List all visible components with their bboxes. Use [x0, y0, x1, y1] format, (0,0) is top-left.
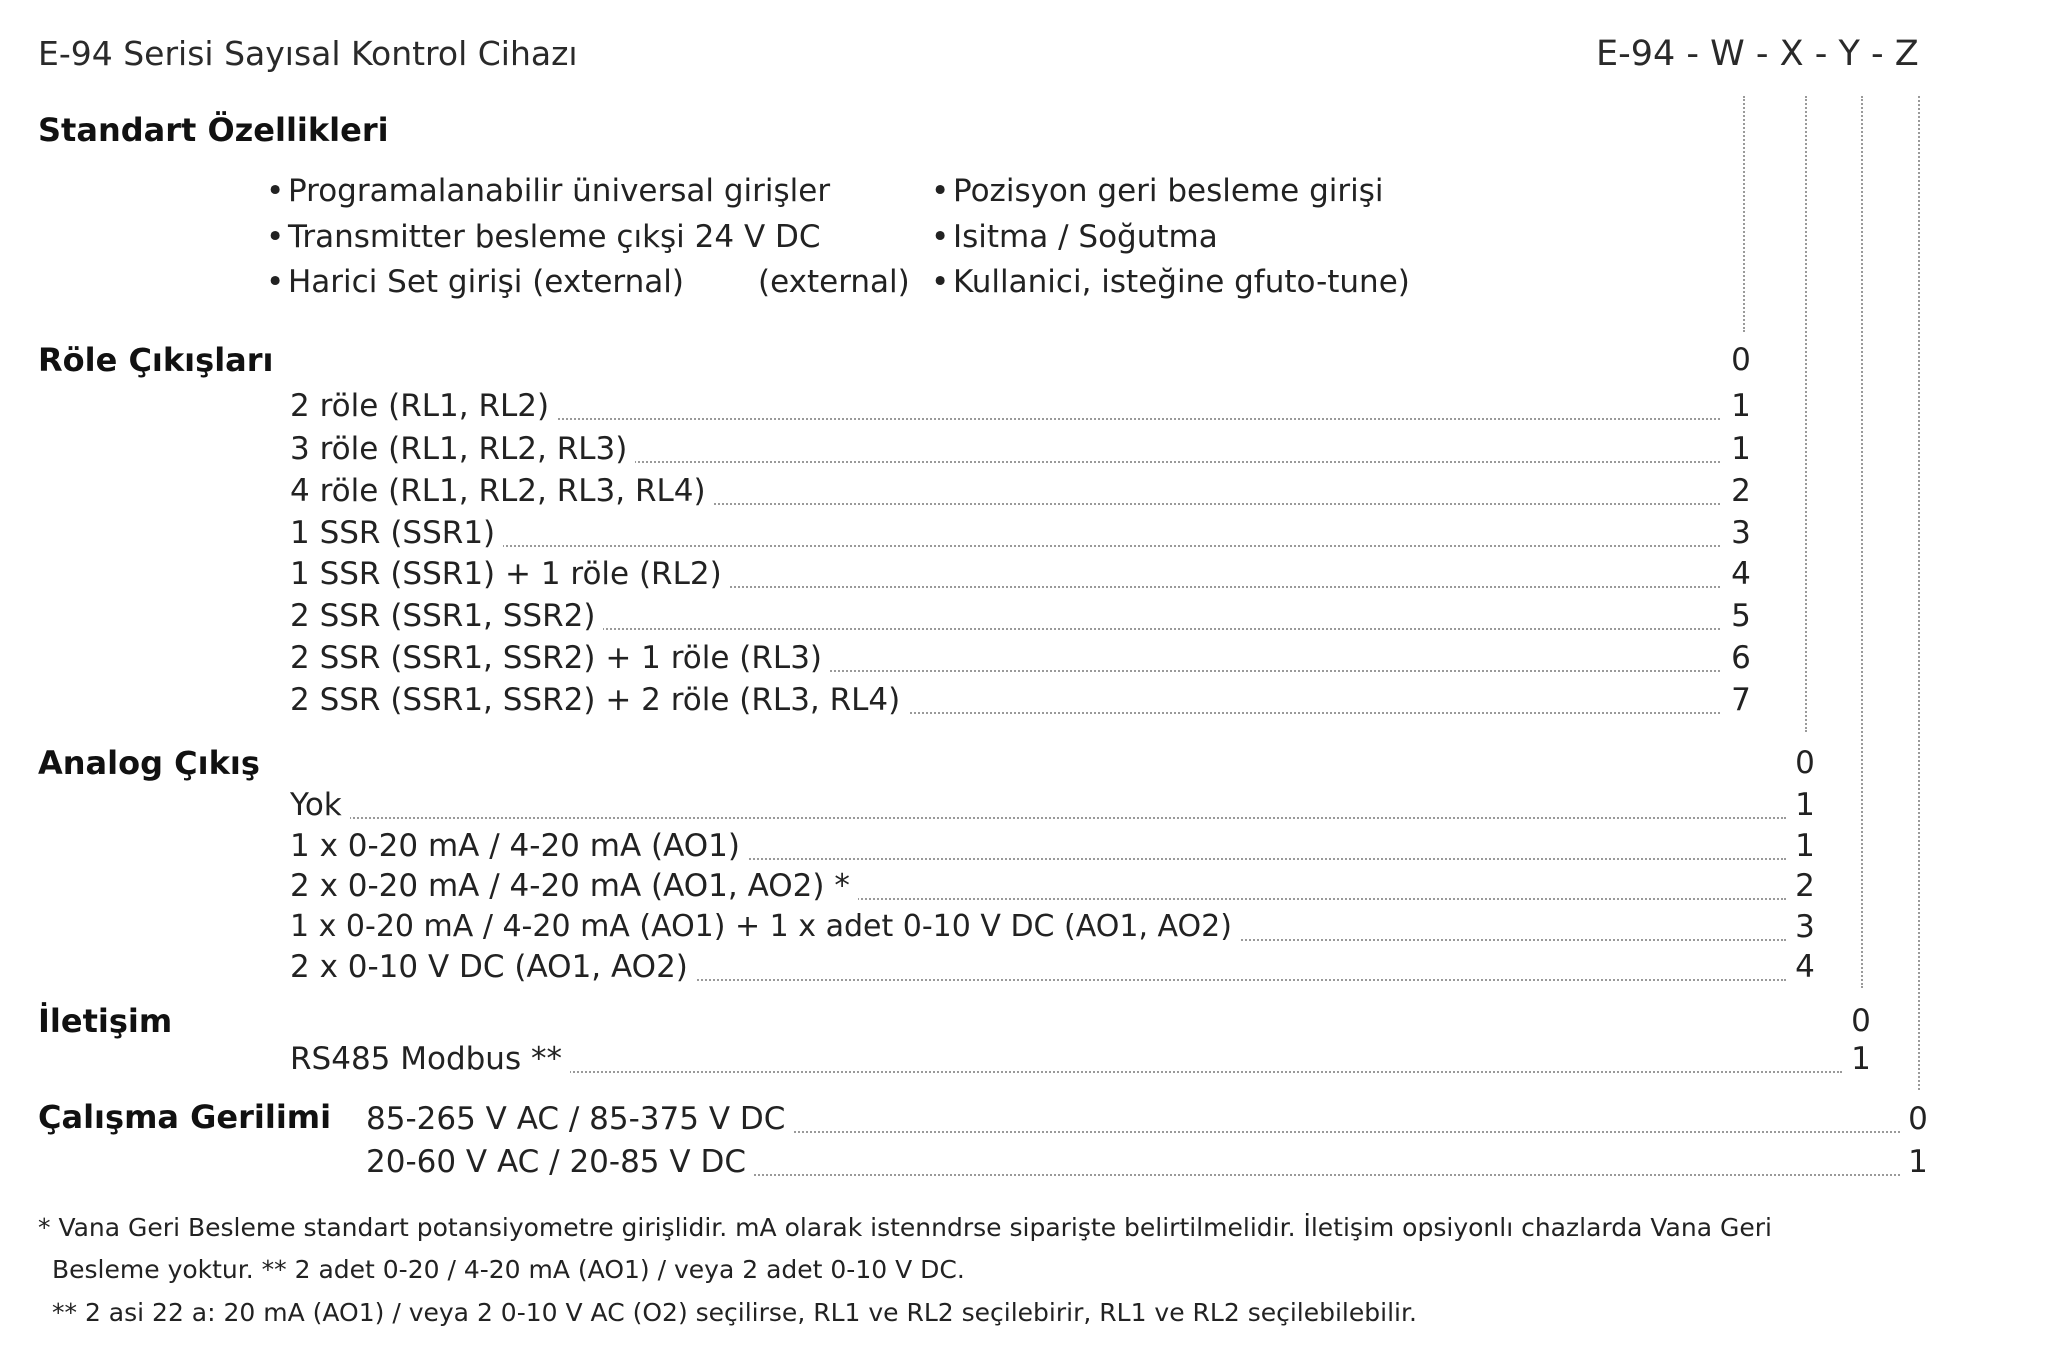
column-line-w	[1743, 96, 1745, 332]
option-label: 1 x 0-20 mA / 4-20 mA (AO1) + 1 x adet 0-10 V DC (AO1, AO2)	[290, 907, 1240, 947]
section-title-analog: Analog Çıkış	[38, 744, 260, 782]
option-code: 1	[1795, 787, 1815, 823]
feature-item: • Pozisyon geri besleme girişi	[931, 173, 1384, 209]
option-label: 4 röle (RL1, RL2, RL3, RL4)	[290, 471, 714, 511]
option-code: 1	[1795, 828, 1815, 864]
option-code: 1	[1908, 1144, 1928, 1180]
option-label: RS485 Modbus **	[290, 1039, 570, 1079]
option-label: 20-60 V AC / 20-85 V DC	[366, 1142, 754, 1182]
option-code: 6	[1731, 640, 1751, 676]
column-line-z	[1918, 96, 1920, 1090]
feature-item: • Kullanici, isteğine gfuto-tune)	[931, 264, 1410, 300]
section-title-power: Çalışma Gerilimi	[38, 1098, 332, 1136]
feature-item: • Isitma / Soğutma	[931, 219, 1218, 255]
option-code: 3	[1795, 909, 1815, 945]
footnote: Besleme yoktur. ** 2 adet 0-20 / 4-20 mA (AO1) / veya 2 adet 0-10 V DC.	[52, 1255, 965, 1284]
order-code-pattern: E-94 - W - X - Y - Z	[1596, 34, 1919, 74]
feature-item: • Harici Set girişi (external)	[266, 264, 684, 300]
option-label: Yok	[290, 785, 350, 825]
section-code-comm: 0	[1851, 1003, 1871, 1039]
option-code: 5	[1731, 598, 1751, 634]
option-code: 1	[1731, 388, 1751, 424]
column-line-x	[1805, 96, 1807, 732]
leader-line	[290, 545, 1720, 547]
option-label: 2 x 0-20 mA / 4-20 mA (AO1, AO2) *	[290, 866, 858, 906]
option-label: 3 röle (RL1, RL2, RL3)	[290, 429, 635, 469]
option-label: 2 SSR (SSR1, SSR2)	[290, 596, 603, 636]
feature-extra-note: (external)	[758, 264, 910, 300]
option-code: 3	[1731, 515, 1751, 551]
feature-item: • Programalanabilir üniversal girişler	[266, 173, 831, 209]
feature-item: • Transmitter besleme çıkşi 24 V DC	[266, 219, 821, 255]
option-code: 1	[1851, 1041, 1871, 1077]
option-code: 4	[1795, 949, 1815, 985]
option-label: 2 SSR (SSR1, SSR2) + 2 röle (RL3, RL4)	[290, 680, 908, 720]
footnote: ** 2 asi 22 a: 20 mA (AO1) / veya 2 0-10 V AC (O2) seçilirse, RL1 ve RL2 seçilebirir, RL1 ve RL2 seçilebilebilir.	[52, 1298, 1417, 1327]
option-label: 2 x 0-10 V DC (AO1, AO2)	[290, 947, 696, 987]
option-label: 85-265 V AC / 85-375 V DC	[366, 1099, 793, 1139]
option-code: 2	[1795, 868, 1815, 904]
section-title-standard: Standart Özellikleri	[38, 111, 389, 149]
section-title-comm: İletişim	[38, 1002, 173, 1040]
option-label: 2 röle (RL1, RL2)	[290, 386, 557, 426]
document-title: E-94 Serisi Sayısal Kontrol Cihazı	[38, 34, 578, 73]
option-label: 1 SSR (SSR1)	[290, 513, 503, 553]
option-label: 1 SSR (SSR1) + 1 röle (RL2)	[290, 554, 730, 594]
option-label: 2 SSR (SSR1, SSR2) + 1 röle (RL3)	[290, 638, 830, 678]
section-title-relay: Röle Çıkışları	[38, 341, 274, 379]
option-code: 7	[1731, 682, 1751, 718]
option-code: 2	[1731, 473, 1751, 509]
option-code: 4	[1731, 556, 1751, 592]
column-line-y	[1861, 96, 1863, 988]
leader-line	[290, 817, 1786, 819]
option-code: 0	[1908, 1101, 1928, 1137]
option-code: 1	[1731, 431, 1751, 467]
section-code-relay: 0	[1731, 342, 1751, 378]
footnote: * Vana Geri Besleme standart potansiyometre girişlidir. mA olarak istenndrse siparişte belirtilmelidir. İletişim opsiyonlı chazlarda Vana Geri	[38, 1213, 1772, 1242]
option-label: 1 x 0-20 mA / 4-20 mA (AO1)	[290, 826, 748, 866]
section-code-analog: 0	[1795, 745, 1815, 781]
